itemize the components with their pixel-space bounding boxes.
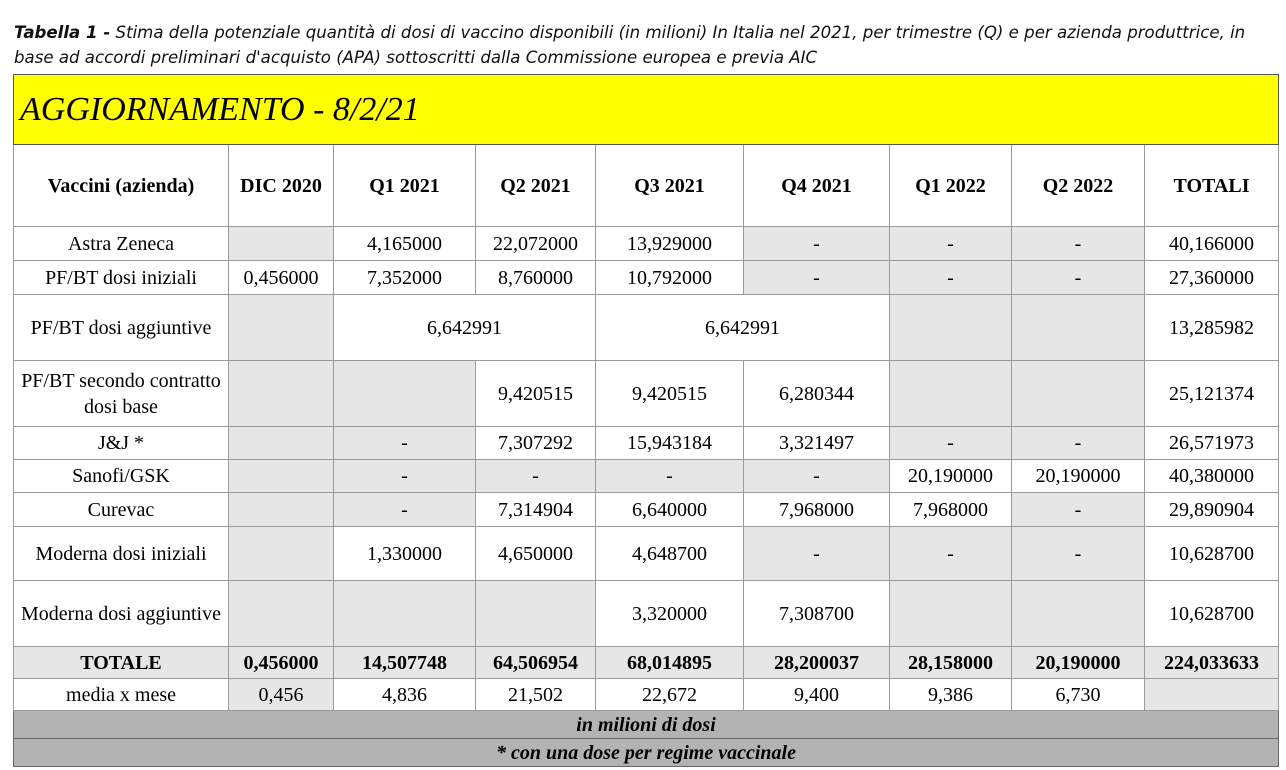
table-cell: 0,456	[229, 679, 334, 711]
table-cell: 7,968000	[890, 493, 1012, 527]
table-cell: -	[334, 427, 476, 460]
header-cell: TOTALI	[1145, 145, 1279, 227]
vaccine-doses-table	[13, 74, 1279, 767]
table-cell: 7,308700	[744, 581, 890, 647]
caption-label: Tabella 1 -	[14, 23, 111, 42]
footnote-row	[14, 739, 1279, 767]
table-row	[14, 295, 1279, 361]
row-label: Sanofi/GSK	[14, 460, 229, 493]
table-cell: 20,190000	[1012, 460, 1145, 493]
table-cell: 68,014895	[596, 647, 744, 679]
table-cell: 3,321497	[744, 427, 890, 460]
table-row	[14, 460, 1279, 493]
table-cell: 10,628700	[1145, 581, 1279, 647]
update-banner: AGGIORNAMENTO - 8/2/21	[14, 75, 1279, 145]
table-cell: 25,121374	[1145, 361, 1279, 427]
table-cell	[890, 295, 1012, 361]
table-cell: 1,330000	[334, 527, 476, 581]
table-cell: 7,968000	[744, 493, 890, 527]
table-cell: 13,929000	[596, 227, 744, 261]
table-cell: 9,386	[890, 679, 1012, 711]
table-cell: 6,730	[1012, 679, 1145, 711]
table-cell: 7,352000	[334, 261, 476, 295]
table-cell: -	[1012, 227, 1145, 261]
table-cell: 15,943184	[596, 427, 744, 460]
table-row	[14, 261, 1279, 295]
footnote-units: in milioni di dosi	[14, 711, 1279, 739]
table-cell: 9,420515	[476, 361, 596, 427]
header-cell: Q2 2021	[476, 145, 596, 227]
table-cell	[229, 581, 334, 647]
table-cell	[476, 581, 596, 647]
footnote-row	[14, 711, 1279, 739]
row-label: J&J *	[14, 427, 229, 460]
table-cell: -	[1012, 493, 1145, 527]
table-cell	[334, 361, 476, 427]
table-cell: 0,456000	[229, 647, 334, 679]
table-cell: 4,648700	[596, 527, 744, 581]
table-cell: 20,190000	[890, 460, 1012, 493]
table-cell: 9,400	[744, 679, 890, 711]
header-cell: Q1 2022	[890, 145, 1012, 227]
table-row	[14, 427, 1279, 460]
table-cell	[1012, 581, 1145, 647]
table-row	[14, 493, 1279, 527]
table-cell: 3,320000	[596, 581, 744, 647]
row-label: TOTALE	[14, 647, 229, 679]
table-cell: 29,890904	[1145, 493, 1279, 527]
table-cell	[334, 581, 476, 647]
table-cell: 22,072000	[476, 227, 596, 261]
row-label: PF/BT dosi iniziali	[14, 261, 229, 295]
table-row	[14, 361, 1279, 427]
table-cell	[229, 227, 334, 261]
table-cell: 4,650000	[476, 527, 596, 581]
table-cell: -	[1012, 261, 1145, 295]
table-cell	[229, 295, 334, 361]
table-cell	[229, 527, 334, 581]
table-cell: 10,792000	[596, 261, 744, 295]
table-row	[14, 527, 1279, 581]
table-cell-merged: 6,642991	[596, 295, 890, 361]
table-cell	[1012, 361, 1145, 427]
table-cell: 7,307292	[476, 427, 596, 460]
row-label: media x mese	[14, 679, 229, 711]
header-row	[14, 145, 1279, 227]
table-cell	[890, 361, 1012, 427]
header-cell: Q2 2022	[1012, 145, 1145, 227]
table-cell: 6,640000	[596, 493, 744, 527]
table-cell: -	[334, 460, 476, 493]
table-row	[14, 227, 1279, 261]
table-cell	[229, 427, 334, 460]
table-cell-merged: 6,642991	[334, 295, 596, 361]
table-cell: 20,190000	[1012, 647, 1145, 679]
table-cell	[229, 493, 334, 527]
table-cell: 4,836	[334, 679, 476, 711]
table-cell: 9,420515	[596, 361, 744, 427]
row-label: Curevac	[14, 493, 229, 527]
table-cell	[229, 361, 334, 427]
table-cell	[1012, 295, 1145, 361]
table-cell: 64,506954	[476, 647, 596, 679]
row-label: Moderna dosi iniziali	[14, 527, 229, 581]
table-cell: 40,380000	[1145, 460, 1279, 493]
row-label: Astra Zeneca	[14, 227, 229, 261]
table-cell: -	[890, 261, 1012, 295]
header-cell: DIC 2020	[229, 145, 334, 227]
table-cell	[890, 581, 1012, 647]
table-cell: 8,760000	[476, 261, 596, 295]
table-caption	[14, 20, 1276, 70]
table-cell: -	[1012, 527, 1145, 581]
table-cell: 4,165000	[334, 227, 476, 261]
table-cell: 0,456000	[229, 261, 334, 295]
table-cell: 28,158000	[890, 647, 1012, 679]
table-cell: -	[744, 527, 890, 581]
table-cell: 40,166000	[1145, 227, 1279, 261]
header-cell: Q1 2021	[334, 145, 476, 227]
table-cell	[229, 460, 334, 493]
table-cell: -	[890, 527, 1012, 581]
table-cell: 21,502	[476, 679, 596, 711]
table-cell: -	[476, 460, 596, 493]
table-cell: 26,571973	[1145, 427, 1279, 460]
table-cell: -	[744, 227, 890, 261]
table-cell: 224,033633	[1145, 647, 1279, 679]
table-cell: -	[890, 427, 1012, 460]
table-cell	[1145, 679, 1279, 711]
table-row	[14, 679, 1279, 711]
table-cell: -	[744, 460, 890, 493]
table-cell: 22,672	[596, 679, 744, 711]
total-row	[14, 647, 1279, 679]
row-label: PF/BT dosi aggiuntive	[14, 295, 229, 361]
table-cell: 14,507748	[334, 647, 476, 679]
header-cell: Q3 2021	[596, 145, 744, 227]
table-cell: 27,360000	[1145, 261, 1279, 295]
table-cell: 28,200037	[744, 647, 890, 679]
table-cell: 10,628700	[1145, 527, 1279, 581]
table-cell: -	[1012, 427, 1145, 460]
header-cell: Vaccini (azienda)	[14, 145, 229, 227]
row-label: PF/BT secondo contratto dosi base	[14, 361, 229, 427]
table-cell: -	[890, 227, 1012, 261]
row-label: Moderna dosi aggiuntive	[14, 581, 229, 647]
table-cell: -	[744, 261, 890, 295]
table-cell: -	[334, 493, 476, 527]
footnote-single-dose: * con una dose per regime vaccinale	[14, 739, 1279, 767]
table-cell: -	[596, 460, 744, 493]
table-cell: 7,314904	[476, 493, 596, 527]
table-cell: 13,285982	[1145, 295, 1279, 361]
table-row	[14, 581, 1279, 647]
header-cell: Q4 2021	[744, 145, 890, 227]
table-cell: 6,280344	[744, 361, 890, 427]
caption-text: Stima della potenziale quantità di dosi di vaccino disponibili (in milioni) In Italia nel 2021, per trimestre (Q) e per azienda produttrice, in base ad accordi preliminari d'acquisto (APA) sottoscritti dalla Commissione europea e previa AIC	[14, 23, 1246, 67]
